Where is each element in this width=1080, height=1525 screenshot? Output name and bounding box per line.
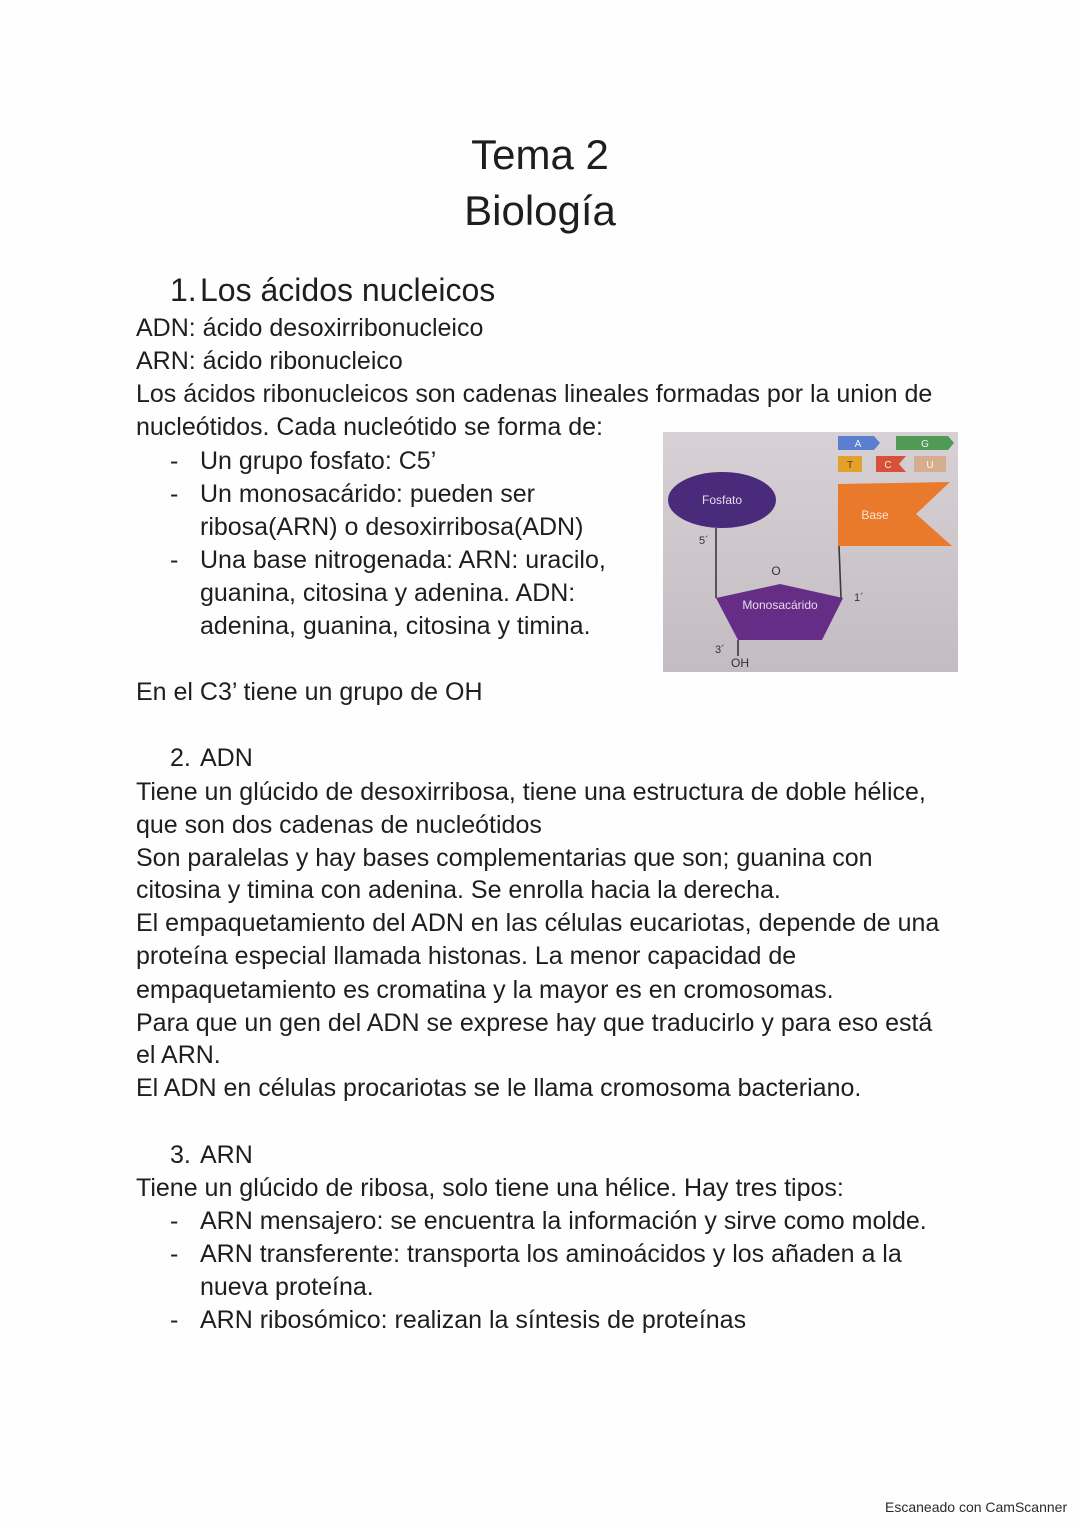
section-2-heading: ADN <box>200 744 253 772</box>
body-line: Los ácidos ribonucleicos son cadenas lineales formadas por la union de <box>136 380 933 408</box>
bullet-marker: - <box>170 447 179 475</box>
body-line: proteína especial llamada histonas. La menor capacidad de <box>136 942 797 970</box>
carbon-1-label: 1´ <box>854 592 864 604</box>
body-line: El empaquetamiento del ADN en las células eucariotas, depende de una <box>136 909 940 937</box>
bullet-text-line: ARN mensajero: se encuentra la información y sirve como molde. <box>200 1207 927 1235</box>
scanner-watermark: Escaneado con CamScanner <box>885 1499 1068 1515</box>
bullet-text-line: Una base nitrogenada: ARN: uracilo, <box>200 546 606 574</box>
body-line: ARN: ácido ribonucleico <box>136 347 403 375</box>
bullet-text-line: Un grupo fosfato: C5’ <box>200 447 437 475</box>
base-label: Base <box>861 508 889 522</box>
body-line: nucleótidos. Cada nucleótido se forma de: <box>136 413 603 441</box>
carbon-5-label: 5´ <box>699 535 709 547</box>
page-subtitle: Biología <box>464 187 616 234</box>
oxygen-label: O <box>771 564 781 578</box>
body-line: Son paralelas y hay bases complementarias que son; guanina con <box>136 844 873 872</box>
phosphate-label: Fosfato <box>701 493 743 507</box>
section-3-number: 3. <box>170 1141 191 1169</box>
thymine-label: T <box>846 460 854 471</box>
body-line: Tiene un glúcido de ribosa, solo tiene una hélice. Hay tres tipos: <box>136 1174 844 1202</box>
uracil-label: U <box>926 460 934 471</box>
bullet-marker: - <box>170 1207 179 1235</box>
bullet-marker: - <box>170 1240 179 1268</box>
cytosine-label: C <box>884 460 892 471</box>
hydroxyl-label: OH <box>731 656 749 670</box>
bullet-marker: - <box>170 480 179 508</box>
guanine-label: G <box>921 439 929 450</box>
body-line: citosina y timina con adenina. Se enrolla hacia la derecha. <box>136 876 781 904</box>
adenine-label: A <box>854 439 862 450</box>
bullet-text-line: ribosa(ARN) o desoxirribosa(ADN) <box>200 513 584 541</box>
body-line: empaquetamiento es cromatina y la mayor es en cromosomas. <box>136 976 834 1004</box>
body-line: el ARN. <box>136 1041 221 1069</box>
body-line: Tiene un glúcido de desoxirribosa, tiene una estructura de doble hélice, <box>136 778 926 806</box>
bullet-text-line: ARN transferente: transporta los aminoácidos y los añaden a la <box>200 1240 902 1268</box>
body-line: ADN: ácido desoxirribonucleico <box>136 314 484 342</box>
section-2-number: 2. <box>170 744 191 772</box>
bullet-text-line: guanina, citosina y adenina. ADN: <box>200 579 576 607</box>
nucleotide-diagram <box>663 432 958 672</box>
sugar-label: Monosacárido <box>742 598 818 612</box>
bullet-text-line: ARN ribosómico: realizan la síntesis de proteínas <box>200 1306 747 1334</box>
body-line: que son dos cadenas de nucleótidos <box>136 811 542 839</box>
body-line: El ADN en células procariotas se le llama cromosoma bacteriano. <box>136 1074 862 1102</box>
bullet-marker: - <box>170 546 179 574</box>
bullet-marker: - <box>170 1306 179 1334</box>
section-3-heading: ARN <box>200 1141 253 1169</box>
section-1-number: 1. <box>170 272 197 308</box>
section-1-heading: Los ácidos nucleicos <box>200 272 496 308</box>
page-title: Tema 2 <box>471 131 609 178</box>
bullet-text-line: adenina, guanina, citosina y timina. <box>200 612 591 640</box>
carbon-3-label: 3´ <box>715 644 725 656</box>
body-line: Para que un gen del ADN se exprese hay que traducirlo y para eso está <box>136 1009 933 1037</box>
bullet-text-line: Un monosacárido: pueden ser <box>200 480 535 508</box>
note-line: En el C3’ tiene un grupo de OH <box>136 678 483 706</box>
bullet-text-line: nueva proteína. <box>200 1273 374 1301</box>
